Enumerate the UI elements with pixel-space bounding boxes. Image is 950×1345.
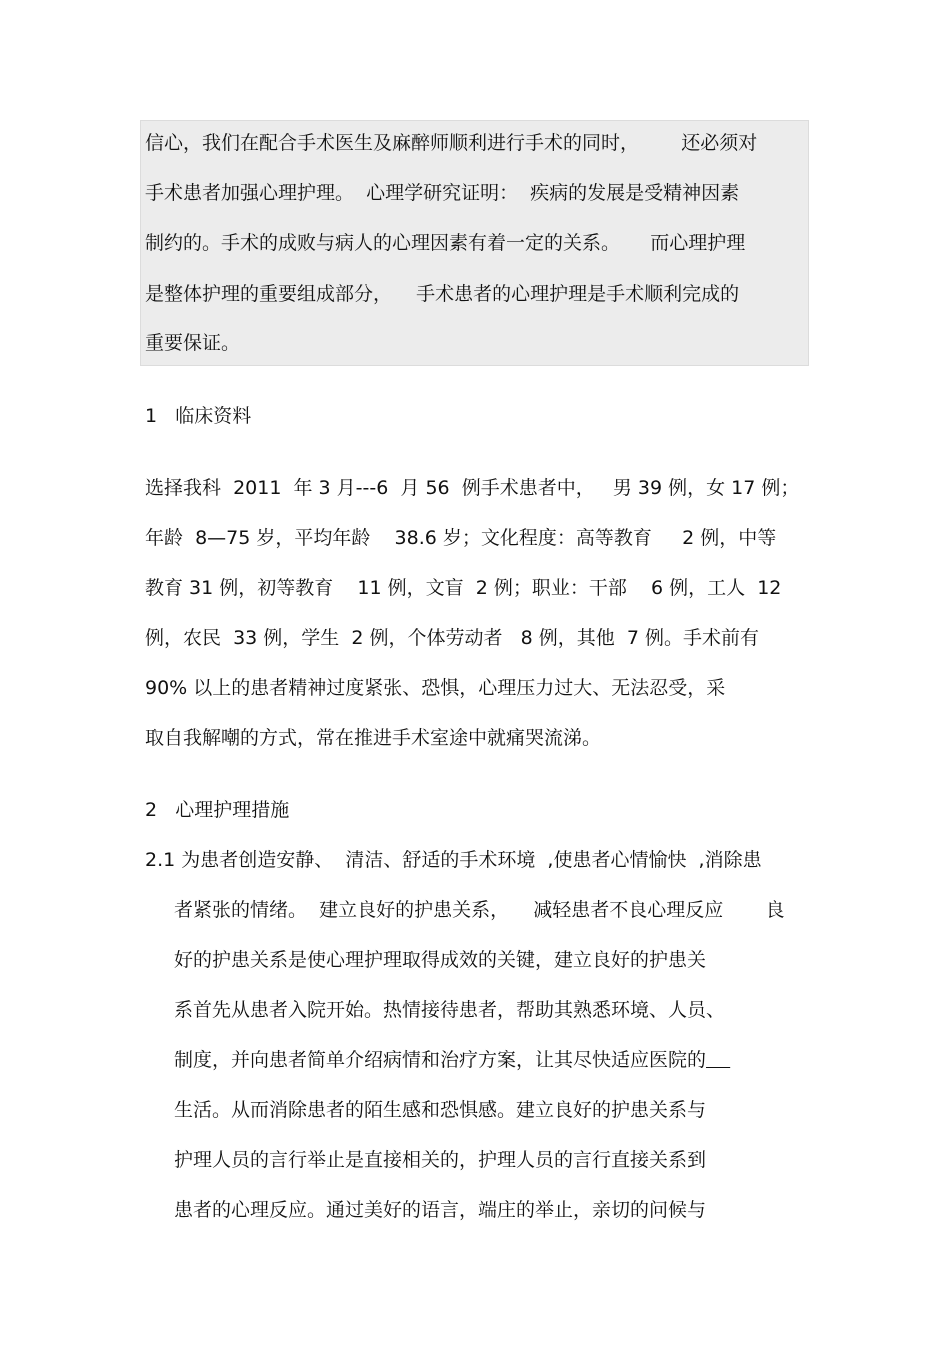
box-line-2: 手术患者加强心理护理。 心理学研究证明： 疾病的发展是受精神因素	[145, 182, 740, 204]
section-2-line-4: 系首先从患者入院开始。热情接待患者，帮助其熟悉环境、人员、	[174, 999, 726, 1021]
section-2-line-5-text: 制度，并向患者简单介绍病情和治疗方案，让其尽快适应医院的	[174, 1049, 707, 1071]
section-2-line-6: 生活。从而消除患者的陌生感和恐惧感。建立良好的护患关系与	[174, 1099, 707, 1121]
section-2-line-7: 护理人员的言行举止是直接相关的，护理人员的言行直接关系到	[174, 1149, 707, 1171]
section-1-line-1: 选择我科 2011 年 3 月---6 月 56 例手术患者中， 男 39 例，女 17 例；	[145, 477, 800, 499]
section-2-line-1: 2.1 为患者创造安静、 清洁、舒适的手术环境 ,使患者心情愉快 ,消除患	[145, 849, 762, 871]
section-2-line-5	[174, 1047, 730, 1073]
box-line-5: 重要保证。	[145, 332, 241, 354]
box-line-4: 是整体护理的重要组成部分， 手术患者的心理护理是手术顺利完成的	[145, 283, 740, 305]
underline-fill	[706, 1049, 730, 1071]
section-2-line-3: 好的护患关系是使心理护理取得成效的关键，建立良好的护患关	[174, 949, 707, 971]
box-line-1: 信心，我们在配合手术医生及麻醉师顺利进行手术的同时， 还必须对	[145, 132, 758, 154]
section-1-line-4: 例，农民 33 例，学生 2 例，个体劳动者 8 例，其他 7 例。手术前有	[145, 627, 759, 649]
section-1-line-3: 教育 31 例，初等教育 11 例，文盲 2 例；职业：干部 6 例，工人 12	[145, 577, 782, 599]
section-2-line-8: 患者的心理反应。通过美好的语言，端庄的举止，亲切的问候与	[174, 1199, 707, 1221]
section-1-line-2: 年龄 8—75 岁，平均年龄 38.6 岁；文化程度：高等教育 2 例，中等	[145, 527, 777, 549]
box-line-3: 制约的。手术的成败与病人的心理因素有着一定的关系。 而心理护理	[145, 232, 746, 254]
section-2-line-2: 者紧张的情绪。 建立良好的护患关系， 减轻患者不良心理反应 良	[174, 899, 785, 921]
section-1-line-6: 取自我解嘲的方式，常在推进手术室途中就痛哭流涕。	[145, 727, 602, 749]
section-1-heading: 1 临床资料	[145, 405, 252, 427]
section-1-line-5: 90% 以上的患者精神过度紧张、恐惧，心理压力过大、无法忍受，采	[145, 677, 726, 699]
section-2-heading: 2 心理护理措施	[145, 799, 290, 821]
